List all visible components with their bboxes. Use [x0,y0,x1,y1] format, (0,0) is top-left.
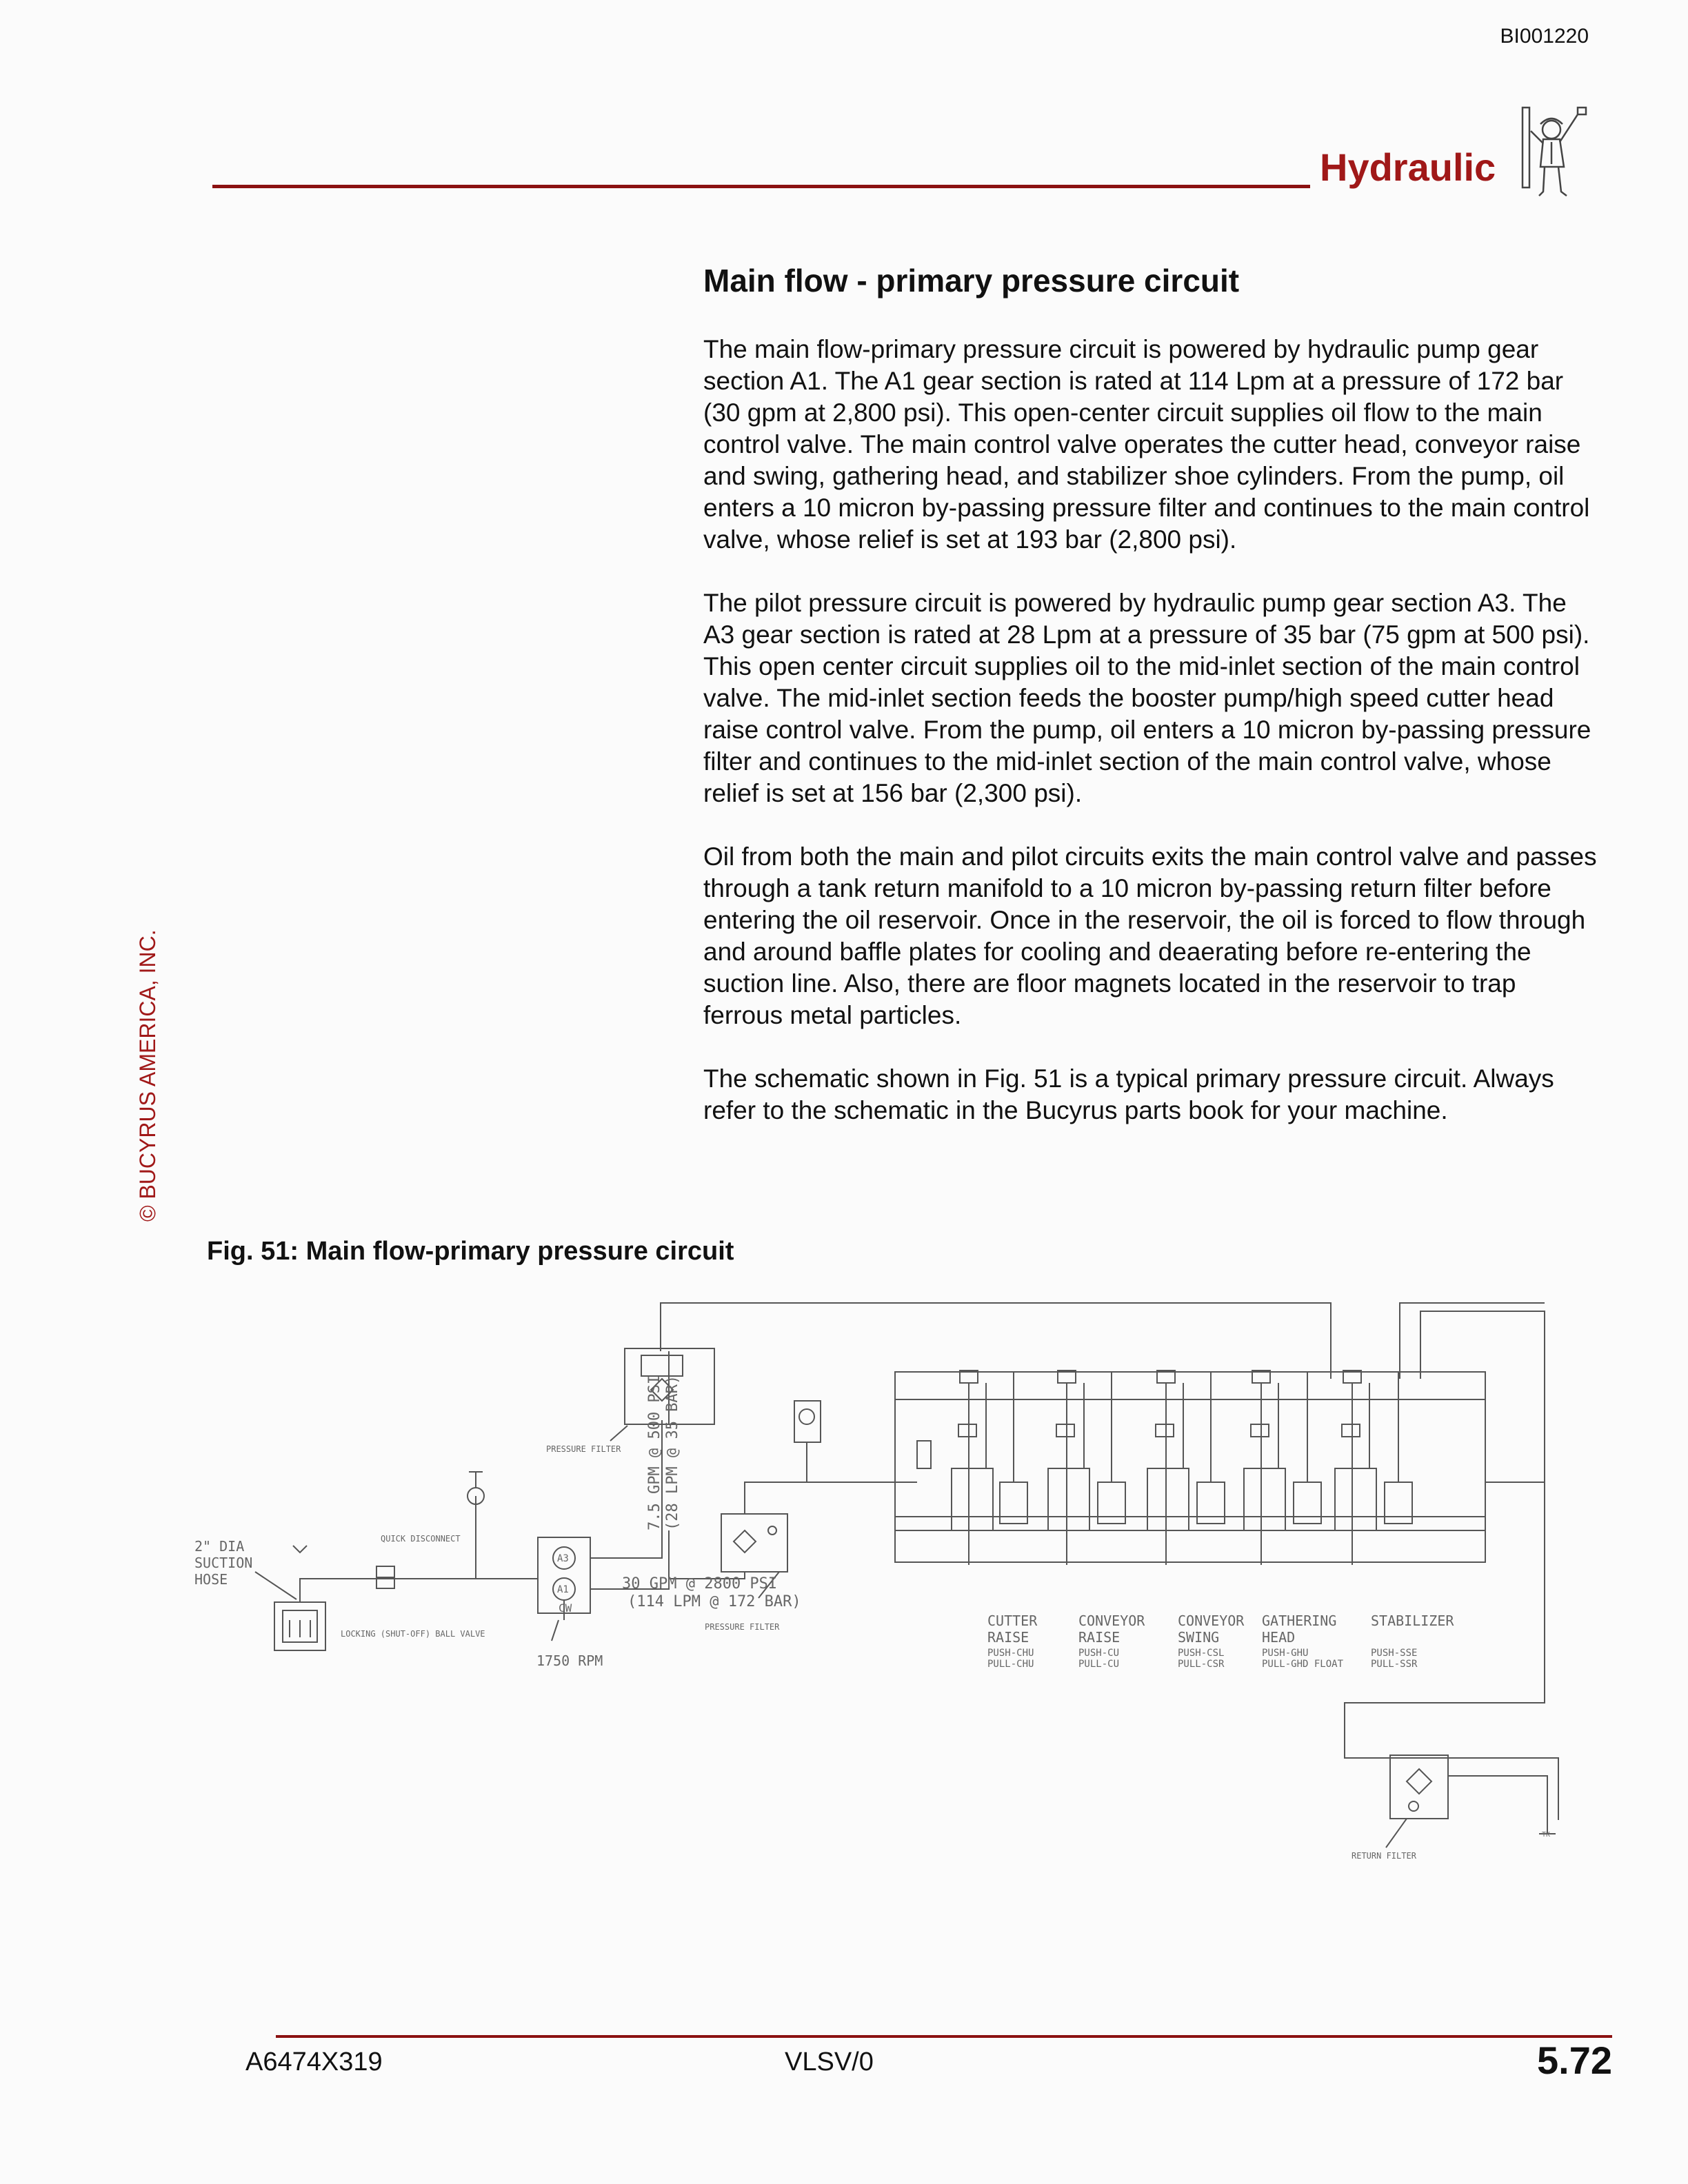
valve-port-label: PUSH-CSL [1178,1648,1225,1659]
valve-port-label: PULL-CSR [1178,1659,1225,1670]
quick-disconnect-label: QUICK DISCONNECT [381,1534,461,1544]
valve-section-name: STABILIZER [1371,1612,1454,1629]
valve-port-label: PULL-CHU [987,1659,1034,1670]
valve-port-label: PUSH-SSE [1371,1648,1418,1659]
main-flow-label: 30 GPM @ 2800 PSI [622,1575,778,1593]
pilot-flow-label: 7.5 GPM @ 500 PSI [646,1375,663,1530]
document-id: BI001220 [1500,25,1589,48]
hydraulic-schematic [186,1296,1565,1875]
valve-section-name: CONVEYOR [1078,1612,1145,1629]
mechanic-figure-icon [1520,103,1589,200]
valve-section-name: SWING [1178,1629,1220,1646]
pump-a1-label: A1 [557,1584,569,1595]
rotation-label: CW [559,1601,572,1615]
section-title: Hydraulic [1320,145,1496,189]
page-number: 5.72 [1537,2039,1612,2082]
valve-port-label: PULL-SSR [1371,1659,1418,1670]
valve-port-label: PULL-CU [1078,1659,1120,1670]
tank-label: TK [1542,1831,1551,1839]
paragraph: Oil from both the main and pilot circuits exits the main control valve and passes through a tank return manifold to a 10 micron by-passing return filter before entering the oil reservoir. Once in the reservoir, the oil is forced to flow through and around baffle plates for cooling and deaerating before re-entering the suction line. Also, there are floor magnets located in the reservoir to trap ferrous metal particles. [703,842,1597,1029]
header-rule [212,185,1310,188]
valve-section-name: RAISE [1078,1629,1121,1646]
suction-hose-label: SUCTION [194,1555,253,1571]
pilot-flow-label: (28 LPM @ 35 BAR) [664,1375,681,1530]
paragraph: The main flow-primary pressure circuit is powered by hydraulic pump gear section A1. The A1 gear section is rated at 114 Lpm at a pressure of 172 bar (30 gpm at 2,800 psi). This open-center circuit supplies oil flow to the main control valve. The main control valve operates the cutter head, conveyor raise and swing, gathering head, and stabilizer shoe cylinders. From the pump, oil enters a 10 micron by-passing pressure filter and continues to the main control valve, whose relief is set at 193 bar (2,800 psi). [703,335,1590,554]
valve-port-label: PULL-GHD FLOAT [1262,1659,1344,1670]
valve-section-name: CONVEYOR [1178,1612,1245,1629]
suction-hose-label: 2" DIA [194,1538,245,1555]
valve-section-name: HEAD [1262,1629,1296,1646]
valve-port-label: PUSH-CU [1078,1648,1120,1659]
valve-section-name: RAISE [987,1629,1029,1646]
pressure-filter-label: PRESSURE FILTER [546,1444,621,1454]
page-heading: Main flow - primary pressure circuit [703,263,1240,299]
pressure-filter-label: PRESSURE FILTER [705,1622,780,1632]
pump-a3-label: A3 [557,1553,569,1564]
paragraph: The pilot pressure circuit is powered by hydraulic pump gear section A3. The A3 gear section is rated at 28 Lpm at a pressure of 35 bar (75 gpm at 500 psi). This open center circuit supplies oil to the mid-inlet section of the main control valve. The mid-inlet section feeds the booster pump/high speed cutter head raise control valve. From the pump, oil enters a 10 micron by-passing pressure filter and continues to the mid-inlet section of the main control valve, whose relief is set at 156 bar (2,300 psi). [703,589,1591,807]
body-text [703,334,1600,1158]
figure-caption: Fig. 51: Main flow-primary pressure circuit [207,1237,734,1266]
revision-label: VLSV/0 [785,2048,874,2076]
valve-port-label: PUSH-CHU [987,1648,1034,1659]
document-number: A6474X319 [245,2048,383,2076]
rpm-label: 1750 RPM [536,1652,603,1669]
return-filter-label: RETURN FILTER [1352,1851,1416,1861]
footer-rule [276,2035,1612,2038]
valve-port-label: PUSH-GHU [1262,1648,1309,1659]
valve-section-name: CUTTER [987,1612,1038,1629]
valve-section-name: GATHERING [1262,1612,1337,1629]
ball-valve-label: LOCKING (SHUT-OFF) BALL VALVE [341,1629,485,1639]
suction-hose-label: HOSE [194,1571,228,1588]
copyright-notice: © BUCYRUS AMERICA, INC. [135,929,160,1222]
main-flow-label: (114 LPM @ 172 BAR) [627,1593,801,1610]
paragraph: The schematic shown in Fig. 51 is a typical primary pressure circuit. Always refer to the schematic in the Bucyrus parts book for your machine. [703,1064,1554,1124]
